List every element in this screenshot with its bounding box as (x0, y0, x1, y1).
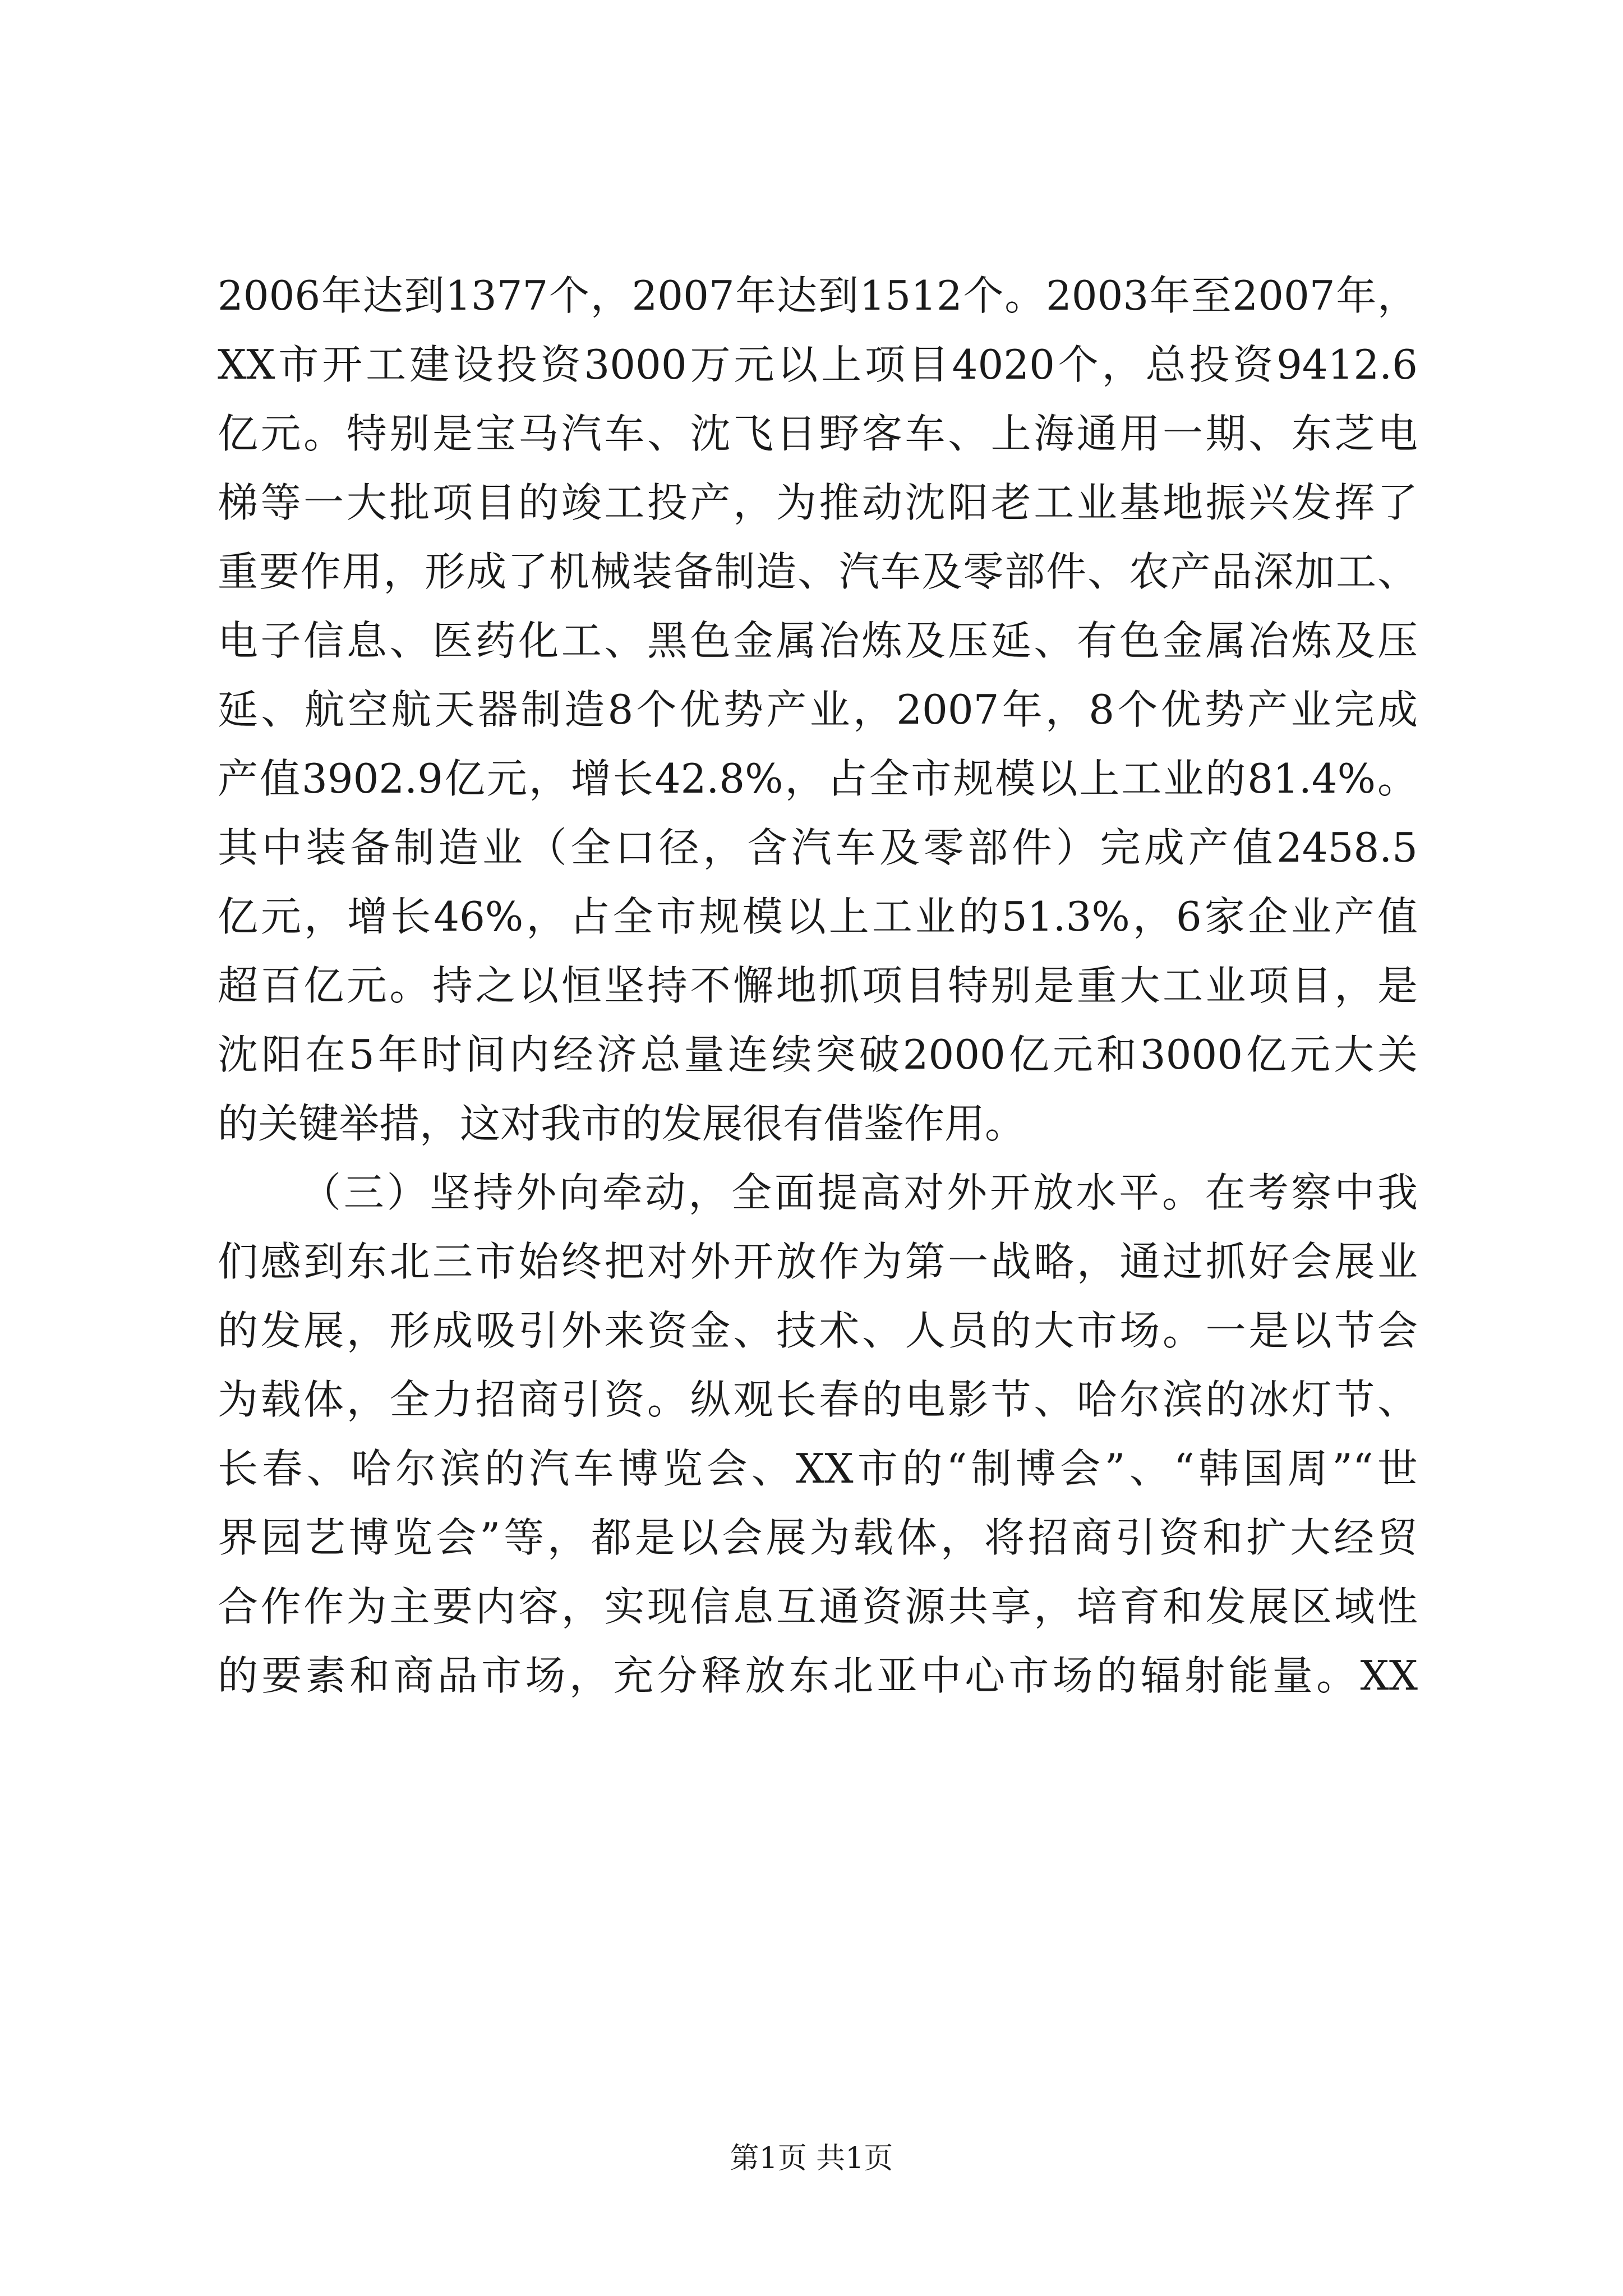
text-line: 为载体，全力招商引资。纵观长春的电影节、哈尔滨的冰灯节、 (218, 1376, 1418, 1423)
text-line: 沈阳在5年时间内经济总量连续突破2000亿元和3000亿元大关 (218, 1031, 1418, 1078)
text-line: XX市开工建设投资3000万元以上项目4020个，总投资9412.6 (218, 341, 1418, 388)
text-line: 的要素和商品市场，充分释放东北亚中心市场的辐射能量。XX (218, 1652, 1418, 1699)
text-line: 亿元。特别是宝马汽车、沈飞日野客车、上海通用一期、东芝电 (218, 410, 1418, 457)
text-line: 其中装备制造业（全口径，含汽车及零部件）完成产值2458.5 (218, 824, 1418, 871)
text-line: 2006年达到1377个，2007年达到1512个。2003年至2007年， (218, 272, 1418, 319)
text-line: 电子信息、医药化工、黑色金属冶炼及压延、有色金属冶炼及压 (218, 617, 1418, 664)
text-line: 梯等一大批项目的竣工投产，为推动沈阳老工业基地振兴发挥了 (218, 479, 1418, 526)
page-footer (0, 2142, 1623, 2175)
text-line: 延、航空航天器制造8个优势产业，2007年，8个优势产业完成 (218, 686, 1418, 733)
text-line: 重要作用，形成了机械装备制造、汽车及零部件、农产品深加工、 (218, 548, 1418, 595)
text-line: 的关键举措，这对我市的发展很有借鉴作用。 (218, 1100, 1026, 1147)
text-line: 超百亿元。持之以恒坚持不懈地抓项目特别是重大工业项目，是 (218, 962, 1418, 1009)
page-number-label: 第1页 共1页 (730, 2142, 893, 2175)
text-line: 产值3902.9亿元，增长42.8%，占全市规模以上工业的81.4%。 (218, 755, 1418, 802)
text-line: 界园艺博览会”等，都是以会展为载体，将招商引资和扩大经贸 (218, 1514, 1418, 1561)
body-text (218, 261, 1418, 1710)
text-line: 的发展，形成吸引外来资金、技术、人员的大市场。一是以节会 (218, 1307, 1418, 1354)
text-line: 亿元，增长46%，占全市规模以上工业的51.3%，6家企业产值 (218, 893, 1418, 940)
section-heading-line: （三）坚持外向牵动，全面提高对外开放水平。在考察中我 (301, 1169, 1418, 1216)
text-line: 合作作为主要内容，实现信息互通资源共享，培育和发展区域性 (218, 1583, 1418, 1630)
text-line: 长春、哈尔滨的汽车博览会、XX市的“制博会”、“韩国周”“世 (218, 1445, 1418, 1492)
text-line: 们感到东北三市始终把对外开放作为第一战略，通过抓好会展业 (218, 1238, 1418, 1285)
